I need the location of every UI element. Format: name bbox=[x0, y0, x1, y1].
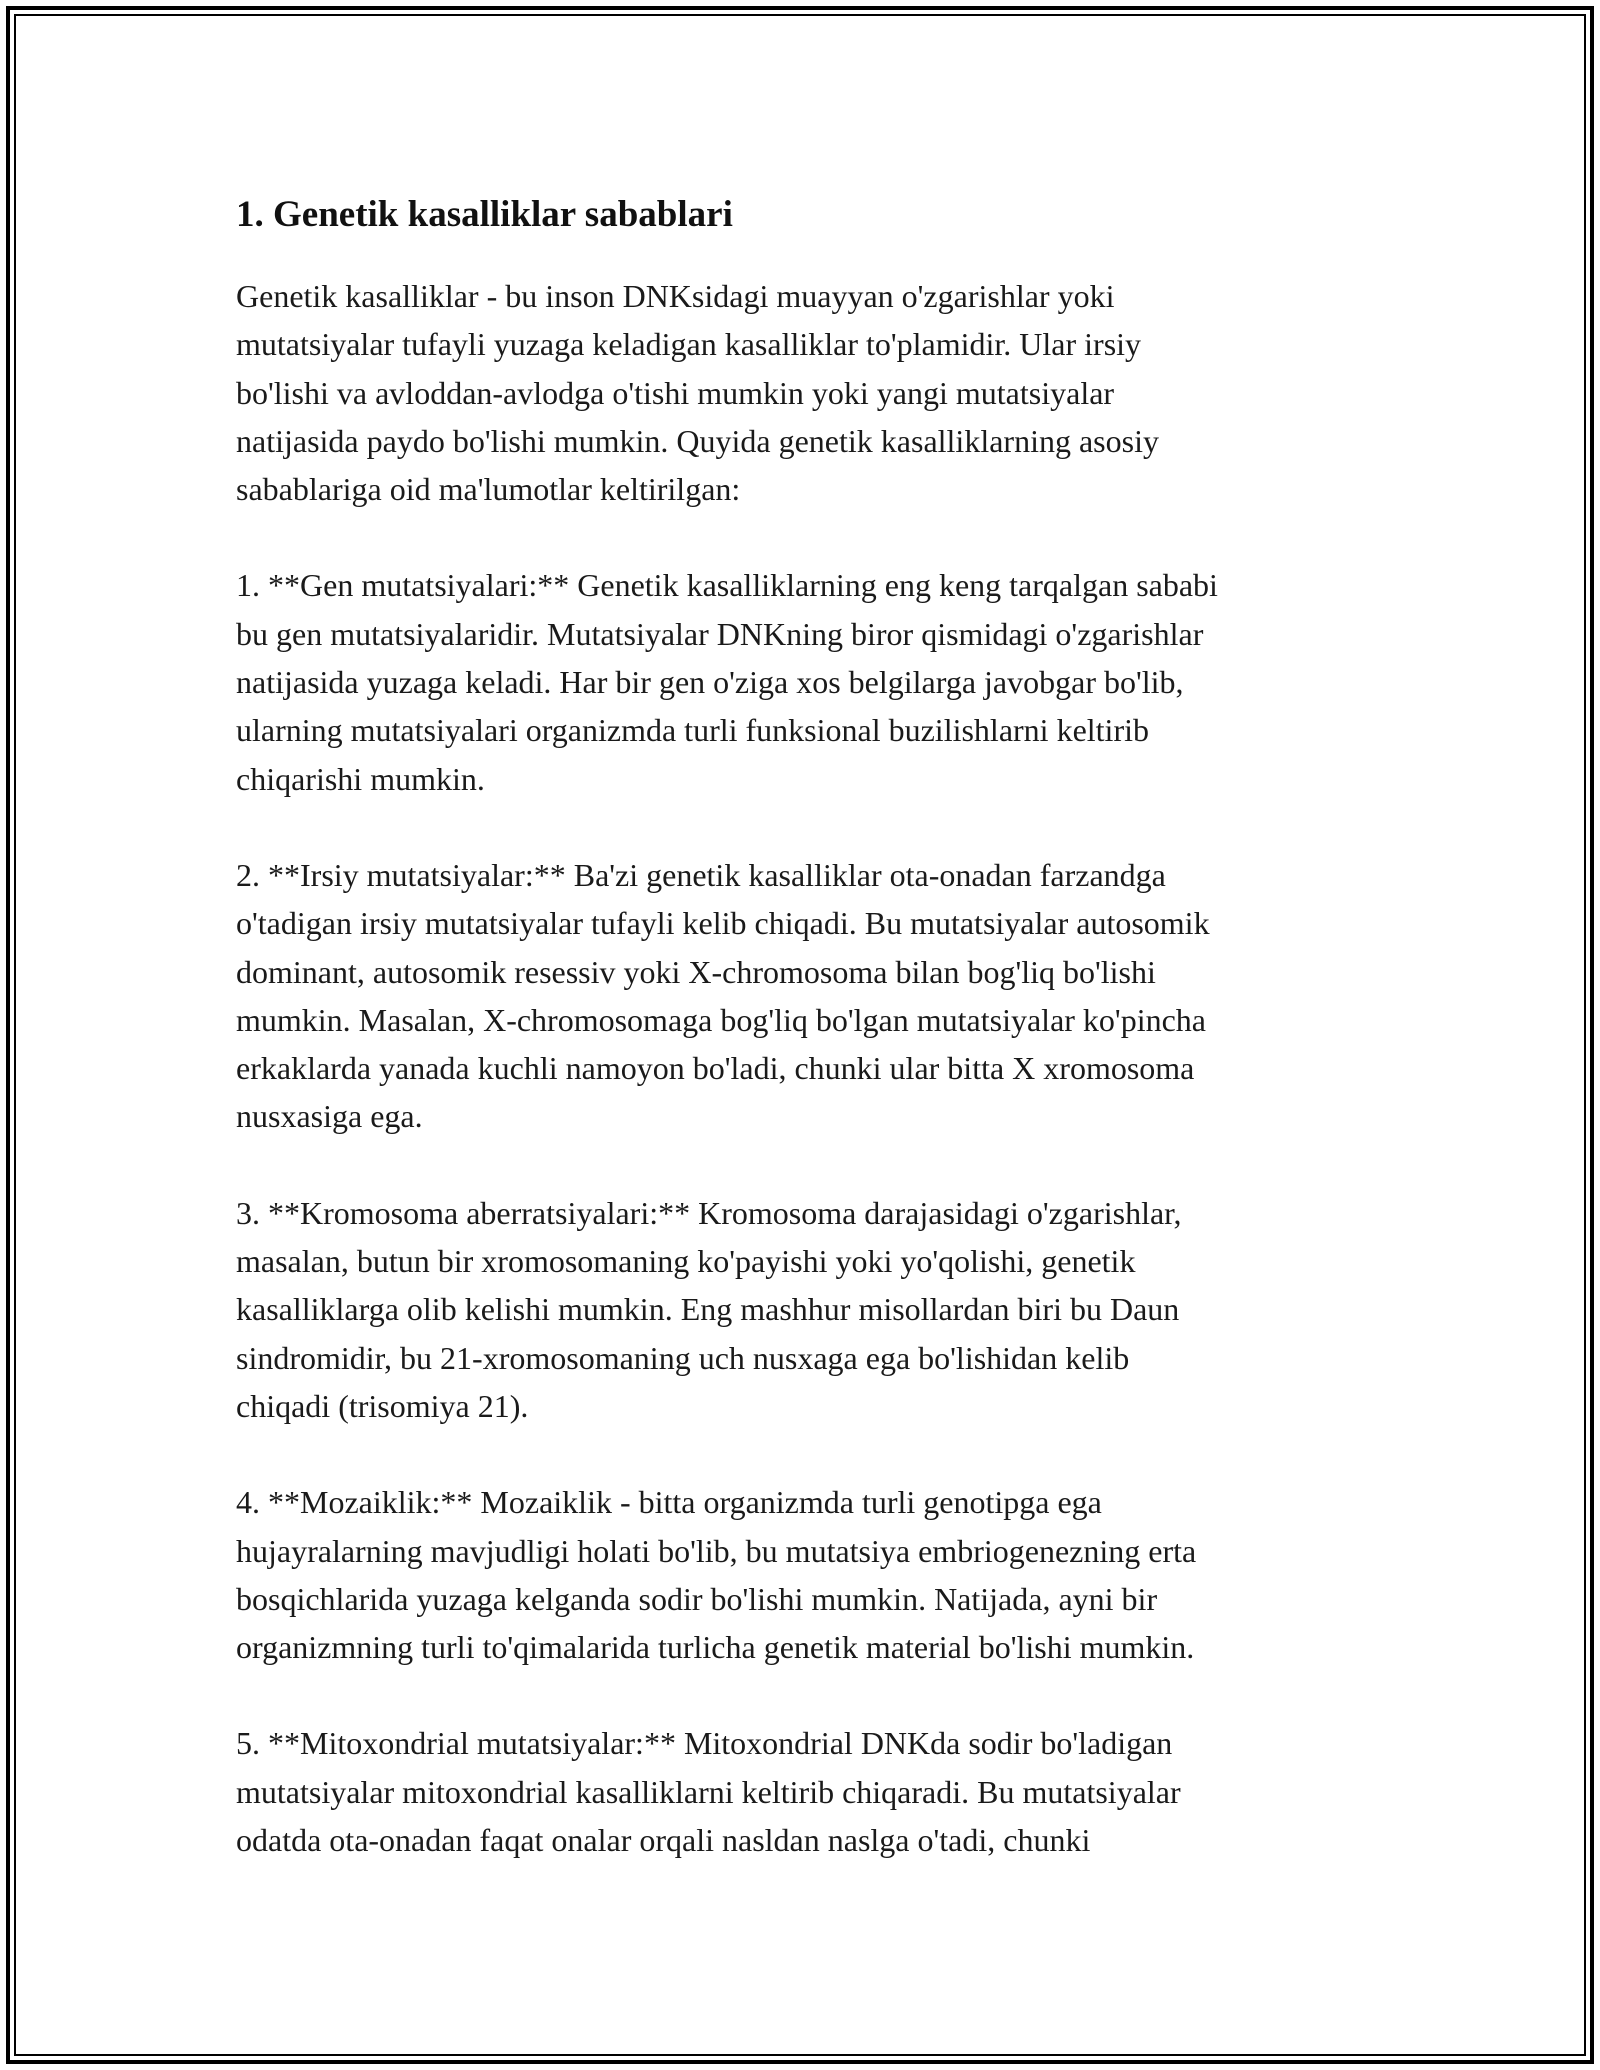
text-line: 2. **Irsiy mutatsiyalar:** Ba'zi genetik kasalliklar ota-onadan farzandga bbox=[236, 856, 1166, 893]
text-line: Genetik kasalliklar - bu inson DNKsidagi muayyan o'zgarishlar yoki bbox=[236, 278, 1115, 314]
document-title: 1. Genetik kasalliklar sabablari bbox=[236, 194, 733, 235]
document-body bbox=[236, 186, 1376, 1912]
text-line: 5. **Mitoxondrial mutatsiyalar:** Mitoxondrial DNKda sodir bo'ladigan bbox=[236, 1725, 1173, 1762]
text-line: nusxasiga ega. bbox=[236, 1098, 423, 1135]
text-line: chiqadi (trisomiya 21). bbox=[236, 1387, 529, 1424]
list-item-mitochondrial-mutations bbox=[236, 1719, 1376, 1864]
text-line: sabablariga oid ma'lumotlar keltirilgan: bbox=[236, 471, 741, 508]
text-line: masalan, butun bir xromosomaning ko'payishi yoki yo'qolishi, genetik bbox=[236, 1243, 1136, 1280]
intro-paragraph bbox=[236, 272, 1376, 513]
text-line: organizmning turli to'qimalarida turlicha genetik material bo'lishi mumkin. bbox=[236, 1629, 1195, 1666]
text-line: sindromidir, bu 21-xromosomaning uch nusxaga ega bo'lishidan kelib bbox=[236, 1339, 1130, 1376]
text-line: 4. **Mozaiklik:** Mozaiklik - bitta organizmda turli genotipga ega bbox=[236, 1484, 1102, 1521]
text-line: mumkin. Masalan, X-chromosomaga bog'liq bo'lgan mutatsiyalar ko'pincha bbox=[236, 1001, 1206, 1038]
text-line: mutatsiyalar mitoxondrial kasalliklarni keltirib chiqaradi. Bu mutatsiyalar bbox=[236, 1773, 1181, 1810]
text-line: kasalliklarga olib kelishi mumkin. Eng mashhur misollardan biri bu Daun bbox=[236, 1291, 1180, 1328]
text-line: bu gen mutatsiyalaridir. Mutatsiyalar DNKning biror qismidagi o'zgarishlar bbox=[236, 615, 1204, 652]
text-line: odatda ota-onadan faqat onalar orqali nasldan naslga o'tadi, chunki bbox=[236, 1822, 1091, 1859]
text-line: o'tadigan irsiy mutatsiyalar tufayli kelib chiqadi. Bu mutatsiyalar autosomik bbox=[236, 905, 1210, 942]
text-line: natijasida yuzaga keladi. Har bir gen o'ziga xos belgilarga javobgar bo'lib, bbox=[236, 664, 1184, 701]
text-line: natijasida paydo bo'lishi mumkin. Quyida genetik kasalliklarning asosiy bbox=[236, 422, 1159, 459]
text-line: 3. **Kromosoma aberratsiyalari:** Kromosoma darajasidagi o'zgarishlar, bbox=[236, 1194, 1182, 1231]
text-line: hujayralarning mavjudligi holati bo'lib, bu mutatsiya embriogenezning erta bbox=[236, 1532, 1197, 1569]
text-line: bosqichlarida yuzaga kelganda sodir bo'lishi mumkin. Natijada, ayni bir bbox=[236, 1580, 1158, 1617]
text-line: 1. **Gen mutatsiyalari:** Genetik kasalliklarning eng keng tarqalgan sababi bbox=[236, 567, 1218, 604]
text-line: erkaklarda yanada kuchli namoyon bo'ladi, chunki ular bitta X xromosoma bbox=[236, 1050, 1195, 1087]
list-item-gene-mutations bbox=[236, 561, 1376, 802]
list-item-mosaicism bbox=[236, 1478, 1376, 1671]
text-line: chiqarishi mumkin. bbox=[236, 760, 485, 797]
text-line: dominant, autosomik resessiv yoki X-chromosoma bilan bog'liq bo'lishi bbox=[236, 953, 1156, 990]
text-line: ularning mutatsiyalari organizmda turli funksional buzilishlarni keltirib bbox=[236, 712, 1149, 749]
list-item-hereditary-mutations bbox=[236, 851, 1376, 1141]
list-item-chromosome-aberrations bbox=[236, 1189, 1376, 1430]
text-line: mutatsiyalar tufayli yuzaga keladigan kasalliklar to'plamidir. Ular irsiy bbox=[236, 326, 1142, 363]
text-line: bo'lishi va avloddan-avlodga o'tishi mumkin yoki yangi mutatsiyalar bbox=[236, 374, 1115, 411]
